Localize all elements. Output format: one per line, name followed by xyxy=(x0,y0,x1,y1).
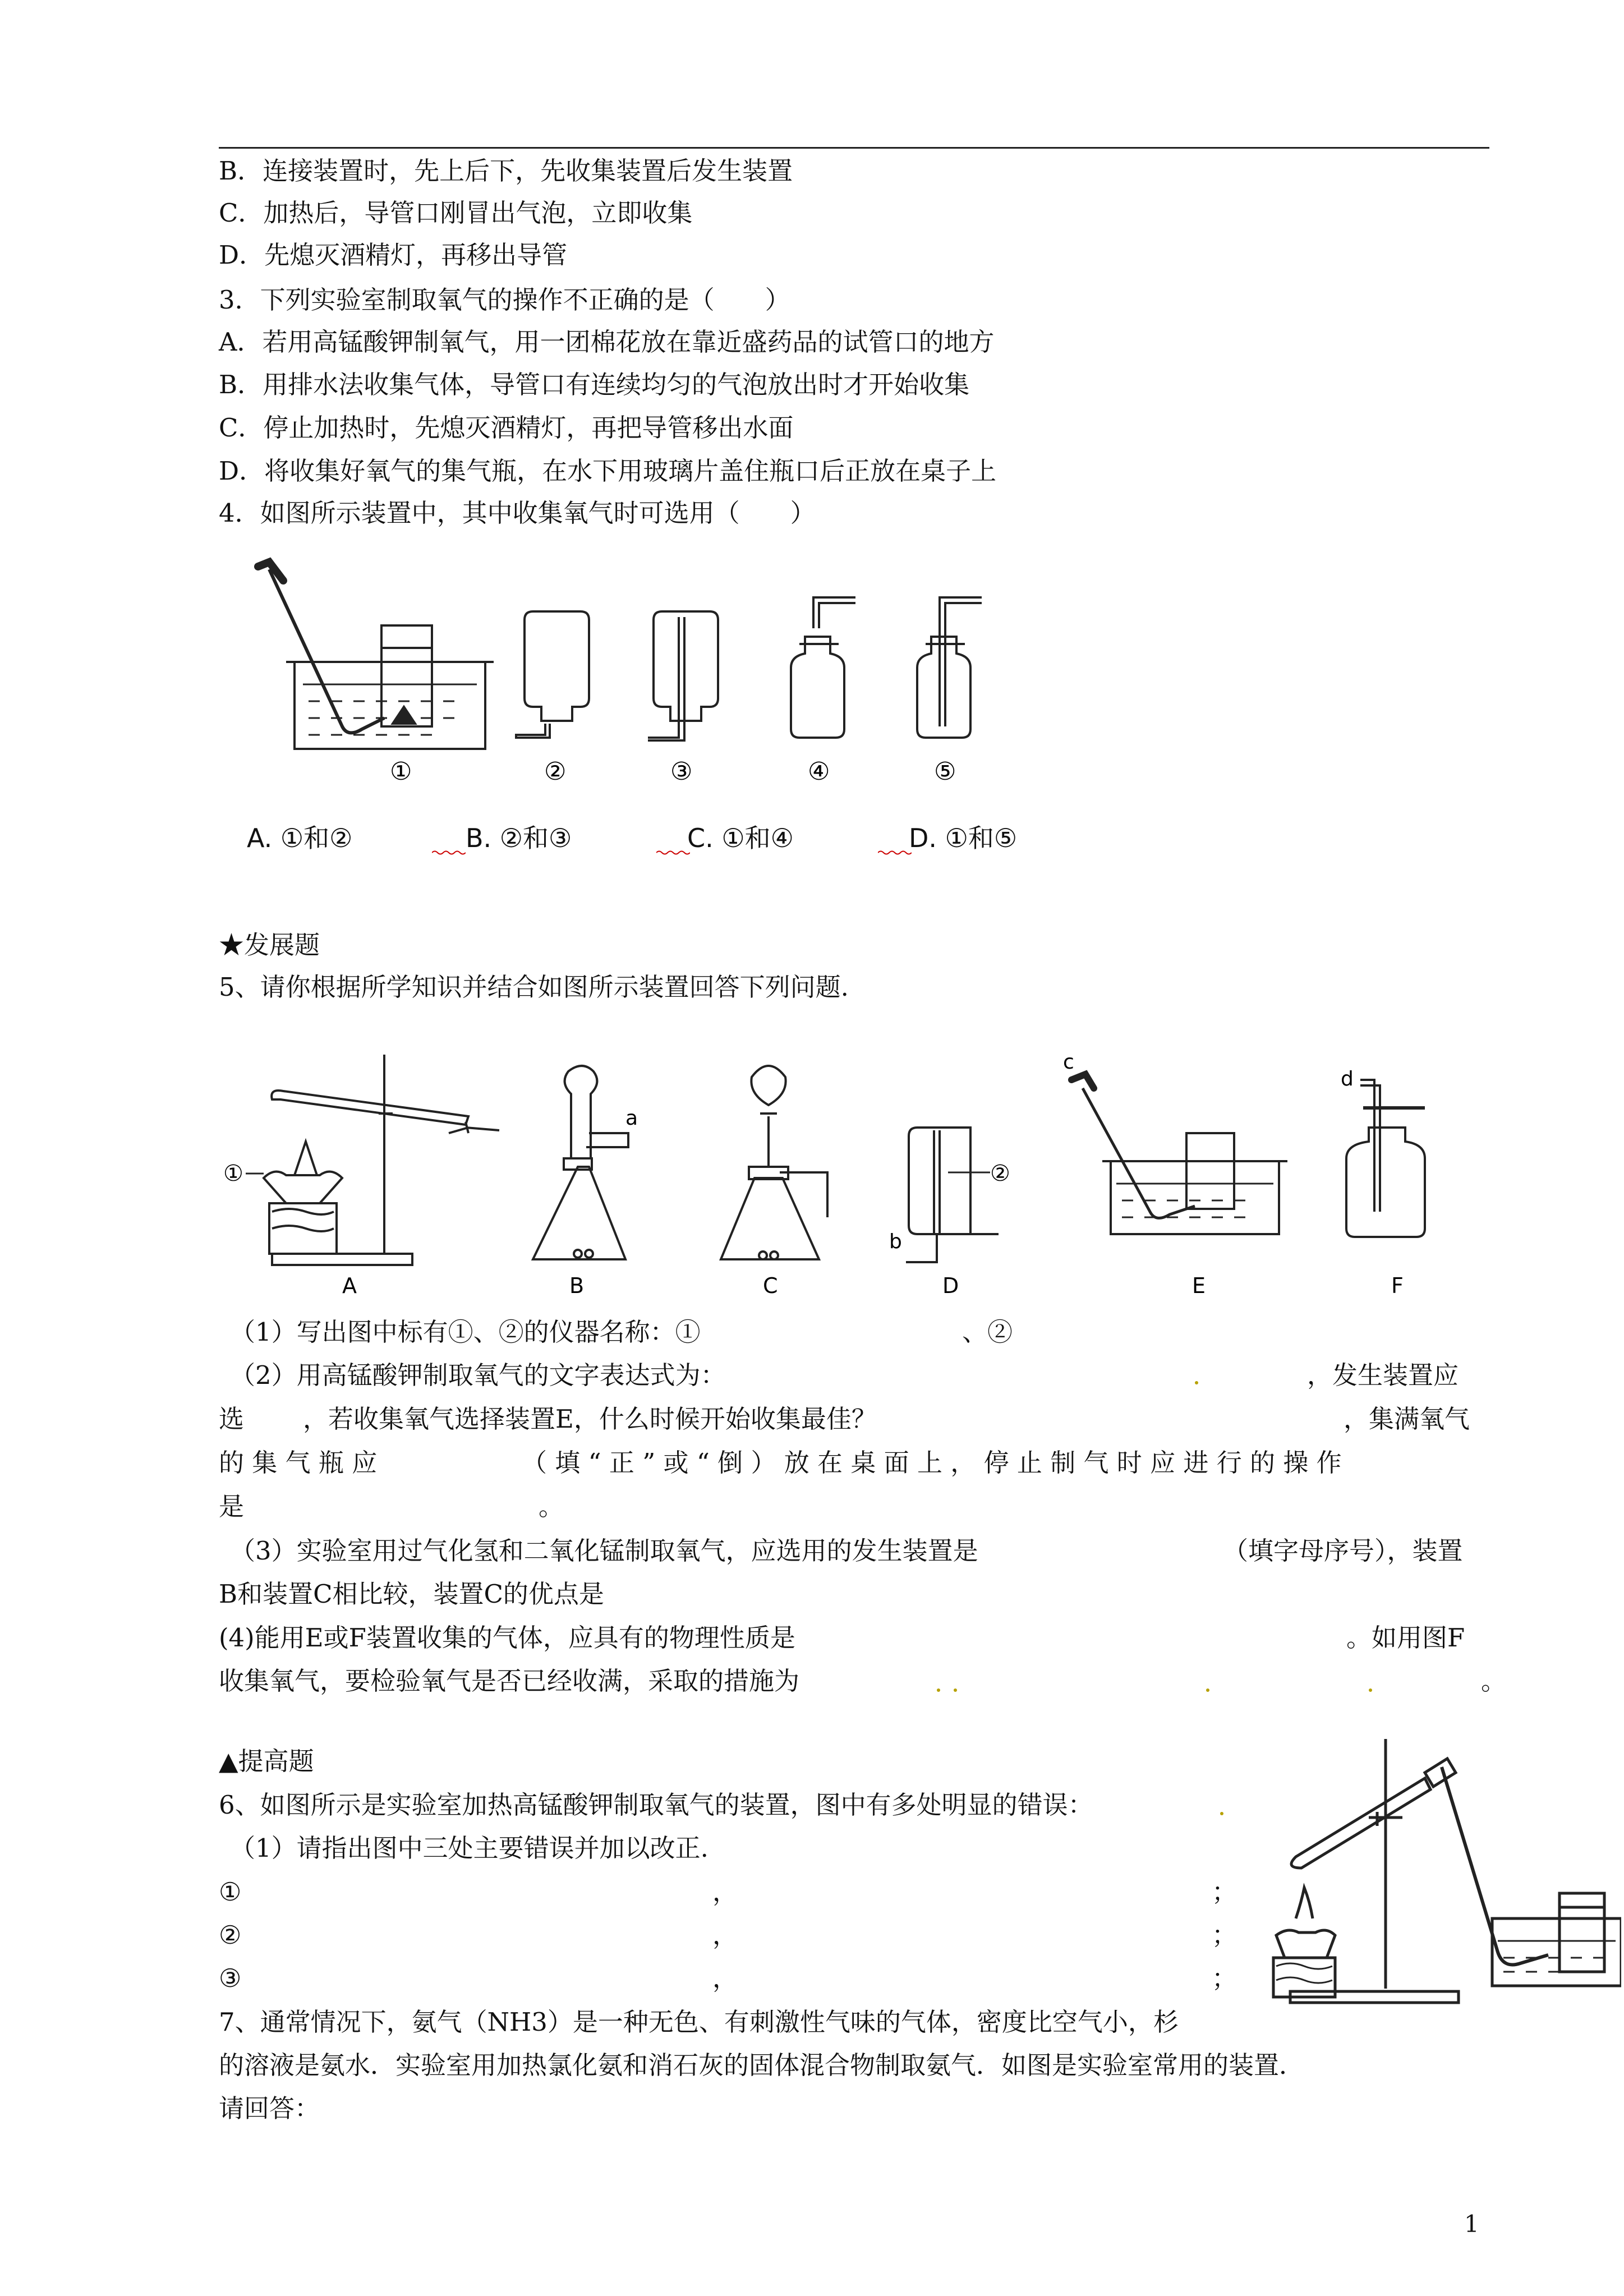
q5-figure xyxy=(219,1043,1481,1313)
fig5-label-e: E xyxy=(1192,1273,1206,1298)
page-number: 1 xyxy=(1464,2210,1479,2238)
section-develop-heading: ★发展题 xyxy=(219,930,320,960)
apparatus-f-gas-bottle xyxy=(1346,1080,1425,1237)
header-rule xyxy=(219,147,1489,149)
fig4-label-1: ① xyxy=(390,757,412,786)
fig4-label-3: ③ xyxy=(670,757,693,786)
q5-part2-i: 。 xyxy=(539,1492,564,1521)
q7-line-1: 7、通常情况下，氨气（NH3）是一种无色、有刺激性气味的气体，密度比空气小，杉 xyxy=(219,2007,1179,2037)
q3-option-d: D．将收集好氧气的集气瓶，在水下用玻璃片盖住瓶口后正放在桌子上 xyxy=(219,456,997,486)
label-b: b xyxy=(889,1230,902,1253)
fig5-label-d: D xyxy=(942,1273,959,1298)
q5-part2-b: ，发生装置应 xyxy=(1307,1360,1459,1390)
q2-option-c: C．加热后，导管口刚冒出气泡，立即收集 xyxy=(219,198,693,228)
q5-part2-c: 选 xyxy=(219,1404,245,1434)
q6-semi-3: ； xyxy=(1212,1963,1237,1993)
spellcheck-squiggle xyxy=(656,850,690,855)
q4-option-c: C. ①和④ xyxy=(687,823,794,853)
q3-option-a: A．若用高锰酸钾制氧气，用一团棉花放在靠近盛药品的试管口的地方 xyxy=(219,327,995,357)
apparatus-5-gas-bottle xyxy=(917,597,982,738)
q2-option-b: B．连接装置时，先上后下，先收集装置后发生装置 xyxy=(219,156,793,186)
q4-stem: 4．如图所示装置中，其中收集氧气时可选用（ ） xyxy=(219,498,816,528)
q6-comma-1: ， xyxy=(712,1877,738,1907)
q5-part2-d: ，若收集氧气选择装置E，什么时候开始收集最佳？ xyxy=(303,1404,877,1434)
apparatus-2-bottle xyxy=(516,611,589,738)
q5-part2-f: 的 集 气 瓶 应 xyxy=(219,1448,378,1478)
fig5-label-a: A xyxy=(342,1273,357,1298)
q5-part3-c: B和装置C相比较，装置C的优点是 xyxy=(219,1579,604,1609)
q5-part3-a: （3）实验室用过气化氢和二氧化锰制取氧气，应选用的发生装置是 xyxy=(230,1536,978,1566)
apparatus-1-water-trough xyxy=(258,562,494,749)
apparatus-a-heating xyxy=(264,1055,499,1265)
q4-option-a: A. ①和② xyxy=(247,823,353,853)
apparatus-e-trough xyxy=(1071,1074,1287,1234)
q6-item-1: ① xyxy=(219,1877,242,1907)
q3-option-c: C．停止加热时，先熄灭酒精灯，再把导管移出水面 xyxy=(219,413,794,443)
apparatus-b-flask xyxy=(533,1066,628,1259)
q5-part3-b: （填字母序号），装置 xyxy=(1223,1536,1463,1566)
q5-part2-e: ，集满氧气 xyxy=(1344,1404,1470,1434)
q6-comma-2: ， xyxy=(712,1920,738,1950)
q7-line-3: 请回答： xyxy=(219,2093,320,2123)
q6-figure xyxy=(1257,1733,1621,2014)
q5-stem: 5、请你根据所学知识并结合如图所示装置回答下列问题. xyxy=(219,972,849,1002)
q6-semi-2: ； xyxy=(1212,1920,1237,1950)
q6-part1: （1）请指出图中三处主要错误并加以改正. xyxy=(230,1833,709,1863)
q5-part2-a: （2）用高锰酸钾制取氧气的文字表达式为： xyxy=(230,1360,726,1390)
q5-part2-h: 是 xyxy=(219,1492,245,1521)
stray-dot xyxy=(1206,1688,1209,1692)
q5-part4-b: 。如用图F xyxy=(1346,1623,1465,1653)
q3-option-b: B．用排水法收集气体，导管口有连续均匀的气泡放出时才开始收集 xyxy=(219,370,970,399)
fig4-label-5: ⑤ xyxy=(934,757,956,786)
q5-part4-a: (4)能用E或F装置收集的气体，应具有的物理性质是 xyxy=(219,1623,795,1653)
label-one: ① xyxy=(223,1161,243,1186)
apparatus-d-bottle xyxy=(906,1128,999,1262)
stray-dot xyxy=(1195,1381,1198,1384)
q5-part4-d: 。 xyxy=(1481,1666,1507,1696)
q6-item-2: ② xyxy=(219,1920,242,1950)
stray-dot xyxy=(1220,1812,1223,1815)
q4-option-b: B. ②和③ xyxy=(466,823,572,853)
fig4-label-4: ④ xyxy=(808,757,830,786)
q5-part1-b: 、② xyxy=(962,1317,1013,1347)
label-two: ② xyxy=(990,1161,1010,1186)
stray-dot xyxy=(954,1688,957,1692)
section-improve-heading: ▲提高题 xyxy=(219,1746,314,1776)
stray-dot xyxy=(937,1688,940,1692)
spellcheck-squiggle xyxy=(878,850,912,855)
q3-stem: 3．下列实验室制取氧气的操作不正确的是（ ） xyxy=(219,285,790,315)
q5-part2-g: （ 填 “ 正 ” 或 “ 倒 ） 放 在 桌 面 上 ， 停 止 制 气 时 应 进 行 的 操 作 xyxy=(522,1448,1342,1478)
q5-part1: （1）写出图中标有①、②的仪器名称：① xyxy=(230,1317,701,1347)
q2-option-d: D．先熄灭酒精灯，再移出导管 xyxy=(219,240,568,270)
label-c: c xyxy=(1063,1051,1074,1074)
apparatus-c-flask-funnel xyxy=(721,1066,827,1259)
q6-stem: 6、如图所示是实验室加热高锰酸钾制取氧气的装置，图中有多处明显的错误： xyxy=(219,1790,1093,1820)
apparatus-4-gas-bottle xyxy=(791,597,855,738)
label-d: d xyxy=(1341,1068,1354,1091)
stray-dot xyxy=(1369,1688,1372,1692)
q4-option-d: D. ①和⑤ xyxy=(909,823,1018,853)
label-a: a xyxy=(625,1107,638,1130)
q6-item-3: ③ xyxy=(219,1963,242,1993)
q5-part4-c: 收集氧气，要检验氧气是否已经收满，采取的措施为 xyxy=(219,1666,800,1696)
q7-line-2: 的溶液是氨水．实验室用加热氯化氨和消石灰的固体混合物制取氨气．如图是实验室常用的装置． xyxy=(219,2050,1305,2080)
apparatus-3-bottle xyxy=(648,611,718,740)
q6-comma-3: ， xyxy=(712,1963,738,1993)
fig4-label-2: ② xyxy=(544,757,567,786)
fig5-label-b: B xyxy=(569,1273,585,1298)
fig5-label-c: C xyxy=(763,1273,778,1298)
fig5-label-f: F xyxy=(1391,1273,1404,1298)
spellcheck-squiggle xyxy=(432,850,466,855)
q6-semi-1: ； xyxy=(1212,1877,1237,1907)
